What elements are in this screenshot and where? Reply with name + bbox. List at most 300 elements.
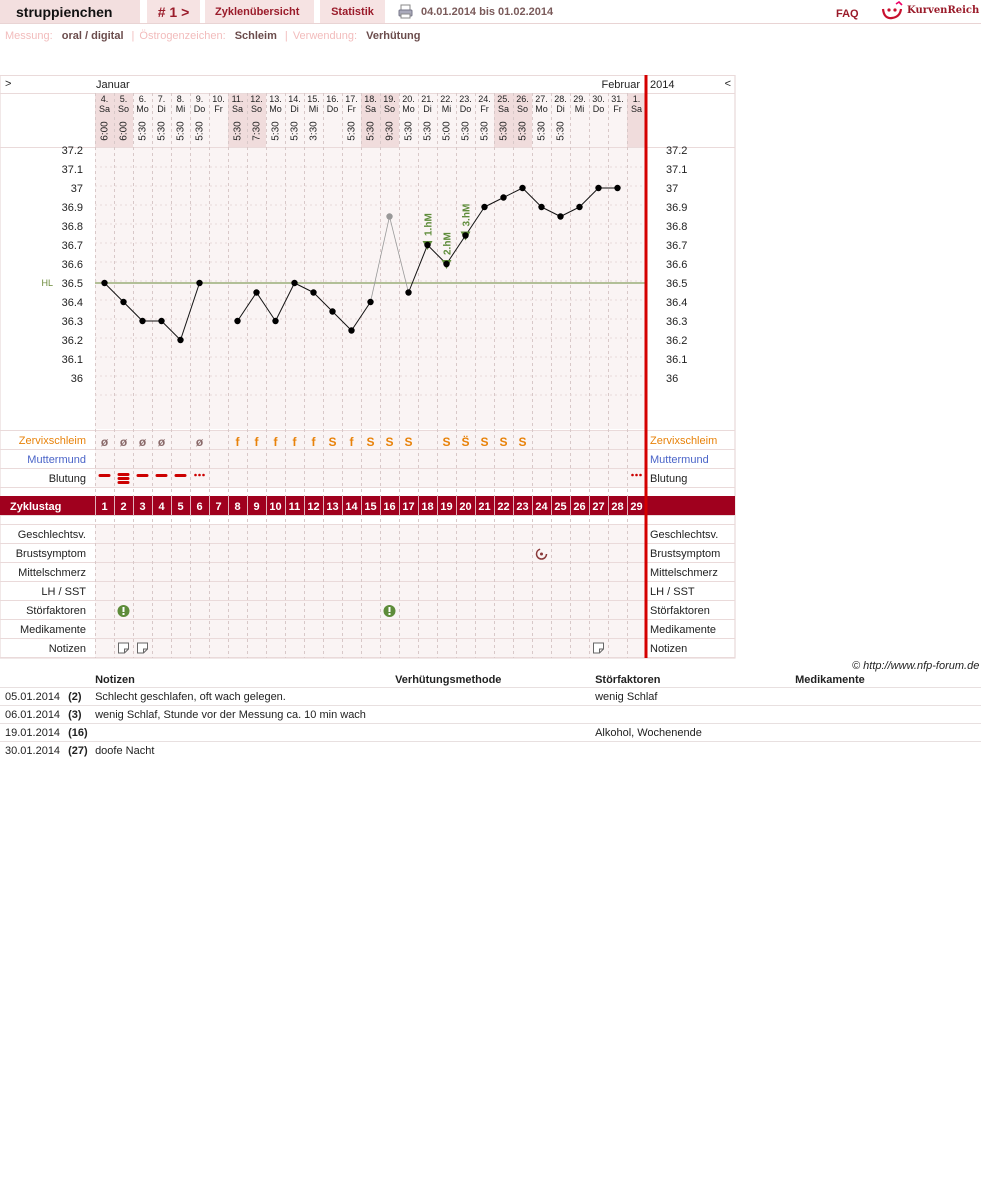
y-tick-left: 36.5	[61, 278, 83, 290]
row-label-right-os: Muttermund	[650, 454, 709, 466]
measure-time: 5:30	[289, 121, 301, 141]
weekday-label: Fr	[347, 104, 356, 114]
measure-time: 5:30	[270, 121, 282, 141]
measure-time: 5:30	[346, 121, 358, 141]
note-method	[395, 742, 595, 760]
note-disturb	[595, 706, 795, 724]
cycle-day-number: 6	[196, 501, 203, 513]
temp-point	[101, 280, 107, 286]
cycle-day-number: 13	[326, 501, 339, 513]
y-tick-right: 36.4	[666, 297, 688, 309]
row-background	[95, 601, 646, 620]
printer-icon[interactable]	[398, 4, 413, 19]
logo-mark-icon	[880, 1, 904, 21]
note-meds	[795, 706, 981, 724]
date-label: 17.	[345, 94, 358, 104]
cycle-day-number: 18	[421, 501, 434, 513]
weekday-label: Di	[556, 104, 565, 114]
temp-point	[519, 185, 525, 191]
cervix-symbol: ø	[100, 435, 109, 449]
date-label: 5.	[119, 94, 128, 104]
measure-time: 5:00	[441, 121, 453, 141]
cervix-symbol: f	[235, 435, 240, 449]
temp-point	[253, 289, 259, 295]
weekday-label: Mi	[175, 104, 186, 114]
date-label: 31.	[611, 94, 624, 104]
y-tick-left: 36.7	[61, 240, 83, 252]
date-label: 18.	[364, 94, 377, 104]
date-label: 30.	[592, 94, 605, 104]
note-meds	[795, 724, 981, 742]
row-label-right-midpain: Mittelschmerz	[650, 567, 718, 579]
y-tick-left: 36.9	[61, 202, 83, 214]
y-tick-left: 36.8	[61, 221, 83, 233]
cycle-day-label: Zyklustag	[10, 501, 62, 513]
y-tick-left: 36.3	[61, 316, 83, 328]
y-tick-right: 36.3	[666, 316, 688, 328]
y-tick-left: 36.1	[61, 354, 83, 366]
temp-point	[139, 318, 145, 324]
cycle-day-number: 17	[402, 501, 415, 513]
temp-point	[120, 299, 126, 305]
y-tick-right: 37.1	[666, 164, 688, 176]
y-tick-right: 36	[666, 373, 679, 385]
weekday-label: Sa	[231, 104, 244, 114]
date-label: 6.	[138, 94, 147, 104]
note-method	[395, 706, 595, 724]
cervix-symbol: ø	[195, 435, 204, 449]
logo-text: KurvenReich	[907, 5, 980, 16]
y-tick-right: 37.2	[666, 145, 688, 157]
note-text	[95, 724, 395, 742]
row-background	[95, 582, 646, 601]
cycle-chart	[0, 75, 740, 661]
note-text: doofe Nacht	[95, 742, 395, 760]
date-label: 23.	[459, 94, 472, 104]
col-method: Verhütungsmethode	[395, 673, 502, 686]
y-tick-left: 37.2	[61, 145, 83, 157]
cervix-symbol: f	[292, 435, 297, 449]
row-label-bleeding: Blutung	[48, 473, 86, 485]
row-label-right-disturb: Störfaktoren	[650, 605, 710, 617]
notes-body	[0, 688, 981, 760]
date-label: 27.	[535, 94, 548, 104]
bleeding-mark	[99, 474, 111, 477]
temp-point	[386, 213, 392, 219]
bleeding-spotting	[202, 474, 205, 477]
month-right-label: Februar	[601, 79, 640, 91]
note-meds	[795, 688, 981, 706]
disturb-dot	[389, 613, 391, 615]
cervix-symbol: S	[499, 435, 508, 449]
bleeding-spotting	[639, 474, 642, 477]
row-label-breast: Brustsymptom	[15, 548, 86, 560]
cervix-symbol: S	[404, 435, 413, 449]
weekday-label: Sa	[497, 104, 510, 114]
bleeding-mark	[175, 474, 187, 477]
row-label-sex: Geschlechtsv.	[17, 529, 86, 541]
high-marker-label: 3.hM	[461, 203, 473, 227]
note-method	[395, 688, 595, 706]
cycle-day-number: 2	[120, 501, 127, 513]
date-label: 21.	[421, 94, 434, 104]
weekday-label: Di	[157, 104, 166, 114]
date-label: 10.	[212, 94, 225, 104]
weekday-label: Do	[326, 104, 339, 114]
temp-point	[329, 308, 335, 314]
cycle-day-number: 9	[253, 501, 260, 513]
weekday-label: Do	[592, 104, 605, 114]
measure-time: 5:30	[517, 121, 529, 141]
cervix-symbol: S	[518, 435, 527, 449]
date-label: 22.	[440, 94, 453, 104]
temp-point	[443, 261, 449, 267]
cervix-symbol: ø	[157, 435, 166, 449]
measure-time: 5:30	[422, 121, 434, 141]
cervix-symbol: S	[328, 435, 337, 449]
use-key: Verwendung:	[292, 30, 358, 42]
note-disturb	[595, 742, 795, 760]
row-label-right-meds: Medikamente	[650, 624, 717, 636]
measure-time: 5:30	[498, 121, 510, 141]
separator: |	[131, 30, 135, 42]
measure-time: 5:30	[365, 121, 377, 141]
cycle-day-number: 14	[345, 501, 358, 513]
temp-point	[291, 280, 297, 286]
cycle-day-number: 19	[440, 501, 453, 513]
temp-point	[310, 289, 316, 295]
date-label: 24.	[478, 94, 491, 104]
weekday-label: Sa	[364, 104, 377, 114]
row-label-disturb: Störfaktoren	[26, 605, 86, 617]
temp-point	[367, 299, 373, 305]
row-label-right-bleeding: Blutung	[650, 473, 688, 485]
month-left-label: Januar	[96, 79, 130, 91]
temp-point	[595, 185, 601, 191]
temp-point	[538, 204, 544, 210]
notes-row	[0, 724, 981, 742]
weekday-label: Di	[290, 104, 299, 114]
date-label: 13.	[269, 94, 282, 104]
y-tick-right: 36.6	[666, 259, 688, 271]
y-tick-right: 36.5	[666, 278, 688, 290]
bleeding-spotting	[635, 474, 638, 477]
nav-prev-button: >	[5, 78, 12, 90]
cycle-day-number: 5	[177, 501, 184, 513]
notes-row	[0, 688, 981, 706]
measure-time: 5:30	[536, 121, 548, 141]
measure-time: 7:30	[251, 121, 263, 141]
date-label: 11.	[231, 94, 244, 104]
cervix-symbol: f	[254, 435, 259, 449]
cycle-day-number: 1	[101, 501, 108, 513]
measure-time: 5:30	[194, 121, 206, 141]
measure-key: Messung:	[5, 30, 53, 42]
weekday-label: Sa	[98, 104, 111, 114]
top-bar	[0, 0, 981, 24]
weekday-label: Mo	[535, 104, 548, 114]
temp-point	[158, 318, 164, 324]
disturb-bar	[389, 607, 391, 612]
y-tick-left: 37.1	[61, 164, 83, 176]
weekday-label: Mo	[136, 104, 149, 114]
date-label: 16.	[326, 94, 339, 104]
weekday-label: Mo	[269, 104, 282, 114]
date-label: 20.	[402, 94, 415, 104]
weekday-label: Mo	[402, 104, 415, 114]
cervix-symbol: ø	[119, 435, 128, 449]
notes-row	[0, 706, 981, 724]
cycle-day-number: 21	[478, 501, 491, 513]
temp-point	[196, 280, 202, 286]
weekday-label: Fr	[214, 104, 223, 114]
col-date	[0, 672, 60, 688]
date-label: 26.	[516, 94, 529, 104]
date-label: 28.	[554, 94, 567, 104]
cycle-selector[interactable]: # 1 >	[147, 0, 200, 23]
cycle-day-number: 23	[516, 501, 529, 513]
note-disturb: Alkohol, Wochenende	[595, 724, 795, 742]
cycle-day-number: 26	[573, 501, 586, 513]
cycle-day-number: 28	[611, 501, 624, 513]
weekday-label: Fr	[613, 104, 622, 114]
row-label-meds: Medikamente	[19, 624, 86, 636]
measure-time: 6:00	[99, 121, 111, 141]
cervix-symbol: f	[311, 435, 316, 449]
weekday-label: So	[516, 104, 529, 114]
y-tick-left: 37	[70, 183, 83, 195]
y-tick-right: 36.2	[666, 335, 688, 347]
weekday-label: So	[250, 104, 263, 114]
row-label-right-cervix: Zervixschleim	[650, 435, 718, 447]
note-date: 30.01.2014	[0, 742, 60, 760]
cycle-day-number: 12	[307, 501, 320, 513]
temp-point	[424, 242, 430, 248]
row-label-midpain: Mittelschmerz	[18, 567, 86, 579]
bleeding-spotting	[631, 474, 634, 477]
measure-time: 5:30	[137, 121, 149, 141]
weekday-label: Mi	[441, 104, 452, 114]
date-label: 14.	[288, 94, 301, 104]
y-tick-left: 36.6	[61, 259, 83, 271]
note-cycle-day: (2)	[60, 688, 95, 706]
temp-point	[481, 204, 487, 210]
notes-table	[0, 672, 981, 759]
weekday-label: Do	[459, 104, 472, 114]
cervix-symbol: S	[442, 435, 451, 449]
estro-key: Östrogenzeichen:	[139, 30, 226, 42]
measure-time: 5:30	[175, 121, 187, 141]
y-tick-left: 36.4	[61, 297, 83, 309]
faq-link[interactable]: FAQ	[836, 8, 859, 20]
row-background	[95, 469, 646, 488]
note-date: 05.01.2014	[0, 688, 60, 706]
row-label-right-breast: Brustsymptom	[650, 548, 721, 560]
row-label-lh: LH / SST	[41, 586, 86, 598]
weekday-label: Fr	[480, 104, 489, 114]
date-label: 19.	[383, 94, 396, 104]
temp-point	[272, 318, 278, 324]
row-label-notes: Notizen	[48, 643, 86, 655]
col-day	[60, 672, 95, 688]
weekday-label: Mi	[308, 104, 319, 114]
row-label-right-lh: LH / SST	[650, 586, 695, 598]
cycle-day-number: 27	[592, 501, 605, 513]
cycle-day-number: 22	[497, 501, 510, 513]
date-range: 04.01.2014 bis 01.02.2014	[421, 6, 554, 18]
y-tick-right: 36.9	[666, 202, 688, 214]
date-label: 4.	[100, 94, 109, 104]
bleeding-mark-heavy	[118, 481, 130, 484]
weekday-label: So	[383, 104, 396, 114]
note-text: wenig Schlaf, Stunde vor der Messung ca. 10 min wach	[95, 706, 395, 724]
col-notes: Notizen	[95, 673, 135, 686]
note-method	[395, 724, 595, 742]
bleeding-mark-heavy	[118, 477, 130, 480]
row-label-right-notes: Notizen	[650, 643, 688, 655]
date-label: 25.	[497, 94, 510, 104]
use-value: Verhütung	[366, 30, 421, 42]
notes-row	[0, 742, 981, 760]
measure-time: 5:30	[156, 121, 168, 141]
row-label-os: Muttermund	[27, 454, 86, 466]
y-tick-left: 36.2	[61, 335, 83, 347]
date-label: 29.	[573, 94, 586, 104]
nav-next-button: <	[724, 78, 731, 90]
tab-statistics[interactable]: Statistik	[320, 0, 385, 23]
cervix-symbol: ø	[138, 435, 147, 449]
measure-time: 5:30	[479, 121, 491, 141]
user-tab[interactable]: struppienchen	[0, 0, 140, 23]
measure-time: 5:30	[403, 121, 415, 141]
temp-point	[576, 204, 582, 210]
cycle-day-number: 25	[554, 501, 567, 513]
row-label-cervix: Zervixschleim	[18, 435, 86, 447]
cervix-symbol: S	[385, 435, 394, 449]
note-cycle-day: (27)	[60, 742, 95, 760]
date-label: 8.	[176, 94, 185, 104]
year-label: 2014	[650, 79, 675, 91]
bleeding-mark	[137, 474, 149, 477]
cycle-day-number: 16	[383, 501, 396, 513]
temp-point	[234, 318, 240, 324]
settings-bar	[5, 30, 426, 42]
cycle-day-number: 8	[234, 501, 241, 513]
measure-time: 9:30	[384, 121, 396, 141]
note-date: 19.01.2014	[0, 724, 60, 742]
notes-header-row	[0, 672, 981, 688]
cycle-day-number: 20	[459, 501, 472, 513]
cycle-day-number: 24	[535, 501, 548, 513]
row-background	[95, 563, 646, 582]
temp-point	[500, 194, 506, 200]
y-tick-right: 36.7	[666, 240, 688, 252]
date-label: 7.	[157, 94, 166, 104]
date-label: 9.	[195, 94, 204, 104]
temp-point	[462, 232, 468, 238]
y-tick-right: 36.8	[666, 221, 688, 233]
weekday-label: Di	[423, 104, 432, 114]
note-text: Schlecht geschlafen, oft wach gelegen.	[95, 688, 395, 706]
date-label: 12.	[250, 94, 263, 104]
disturbance-icon	[118, 605, 130, 617]
note-cycle-day: (3)	[60, 706, 95, 724]
temp-point	[348, 327, 354, 333]
bleeding-mark-heavy	[118, 473, 130, 476]
cervix-symbol: f	[349, 435, 354, 449]
estro-value: Schleim	[234, 30, 277, 42]
row-background	[95, 639, 646, 658]
temp-point	[177, 337, 183, 343]
bleeding-spotting	[198, 474, 201, 477]
weekday-label: So	[117, 104, 130, 114]
coverline-label: HL	[41, 278, 53, 288]
cycle-day-number: 11	[288, 501, 301, 513]
weekday-label: Sa	[630, 104, 643, 114]
disturbance-icon	[384, 605, 396, 617]
cycle-day-number: 7	[215, 501, 222, 513]
cervix-symbol: S	[366, 435, 375, 449]
bleeding-mark	[156, 474, 168, 477]
col-meds: Medikamente	[795, 673, 865, 686]
y-tick-right: 36.1	[666, 354, 688, 366]
cycle-day-number: 10	[269, 501, 282, 513]
cycle-day-number: 4	[158, 501, 165, 513]
measure-time: 6:00	[118, 121, 130, 141]
breast-dot	[540, 553, 543, 556]
cycle-day-number: 15	[364, 501, 377, 513]
row-background	[95, 620, 646, 639]
disturb-dot	[123, 613, 125, 615]
temp-point	[614, 185, 620, 191]
cervix-symbol: f	[273, 435, 278, 449]
col-disturb: Störfaktoren	[595, 673, 661, 686]
measure-time: 5:30	[555, 121, 567, 141]
note-meds	[795, 742, 981, 760]
note-disturb: wenig Schlaf	[595, 688, 795, 706]
note-date: 06.01.2014	[0, 706, 60, 724]
measure-time: 3:30	[308, 121, 320, 141]
measure-time: 5:30	[460, 121, 472, 141]
weekday-label: Do	[193, 104, 206, 114]
y-tick-right: 37	[666, 183, 679, 195]
separator: |	[284, 30, 288, 42]
kurvenreich-logo[interactable]	[879, 1, 981, 21]
high-marker-label: 1.hM	[423, 213, 435, 236]
measure-time: 5:30	[232, 121, 244, 141]
row-background	[95, 544, 646, 563]
weekday-label: Mi	[574, 104, 585, 114]
temp-point	[405, 289, 411, 295]
high-marker-label: 2.hM	[442, 232, 454, 255]
note-cycle-day: (16)	[60, 724, 95, 742]
y-tick-left: 36	[70, 373, 83, 385]
cervix-symbol: S	[480, 435, 489, 449]
cycle-day-number: 29	[630, 501, 643, 513]
copyright: © http://www.nfp-forum.de	[852, 660, 980, 672]
date-label: 1.	[632, 94, 641, 104]
temp-point	[557, 213, 563, 219]
row-background	[95, 450, 646, 469]
cervix-symbol: S̈	[461, 435, 470, 449]
disturb-bar	[123, 607, 125, 612]
cycle-day-number: 3	[139, 501, 146, 513]
row-background	[95, 525, 646, 544]
tab-cycle-overview[interactable]: Zyklenübersicht	[205, 0, 314, 23]
bleeding-spotting	[194, 474, 197, 477]
date-label: 15.	[307, 94, 320, 104]
row-label-right-sex: Geschlechtsv.	[650, 529, 719, 541]
